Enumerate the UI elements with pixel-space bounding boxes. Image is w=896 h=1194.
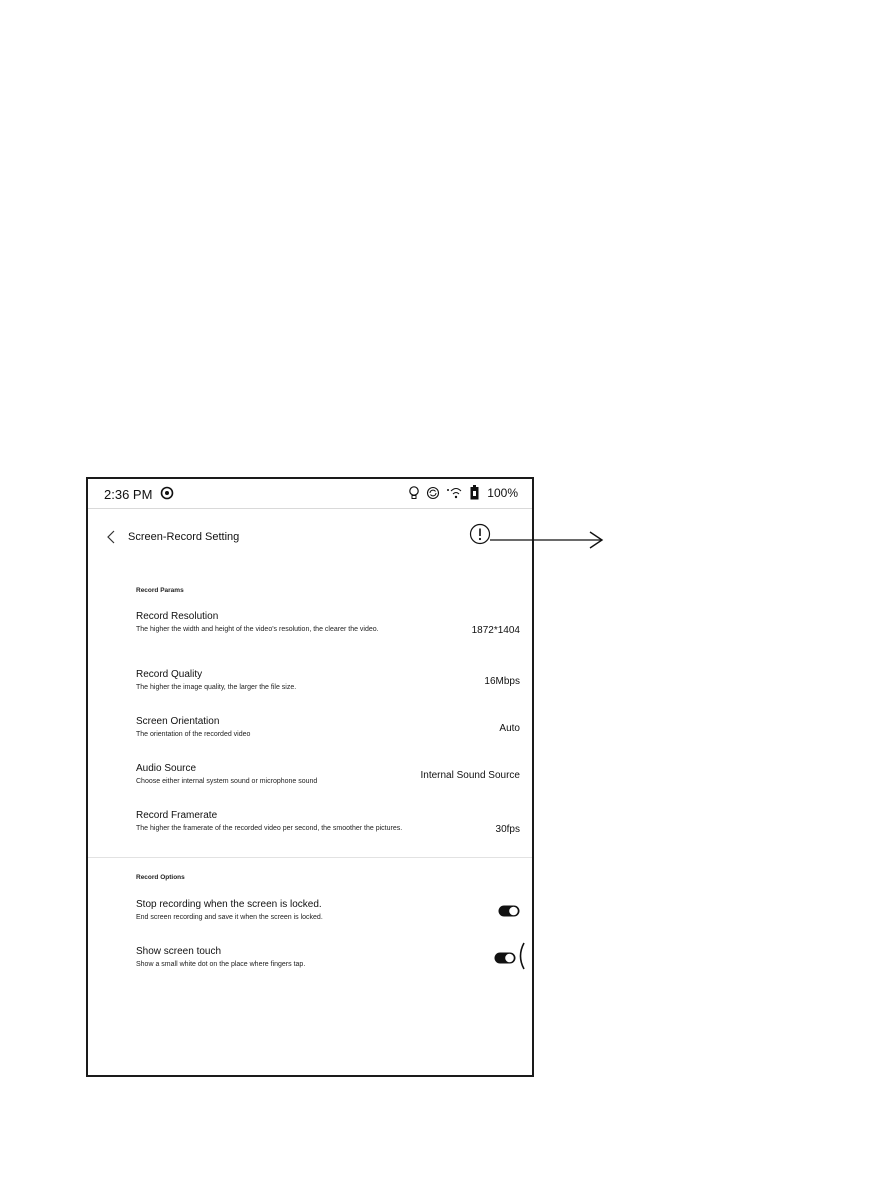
setting-value: 16Mbps: [484, 676, 520, 687]
setting-desc: The higher the framerate of the recorded video per second, the smoother the pictures.: [136, 825, 403, 832]
toggle-show-screen-touch[interactable]: [494, 952, 516, 964]
battery-icon: [470, 485, 479, 500]
touch-ripple-icon: [516, 942, 526, 970]
section-label-record-params: Record Params: [136, 587, 184, 594]
setting-title: Record Quality: [136, 669, 203, 680]
setting-desc: The higher the width and height of the video's resolution, the clearer the video.: [136, 626, 379, 633]
toggle-stop-on-lock[interactable]: [498, 905, 520, 917]
lightbulb-icon: [408, 486, 420, 500]
sync-icon: [426, 486, 440, 500]
setting-value: Auto: [499, 723, 520, 734]
status-time: 2:36 PM: [104, 487, 153, 502]
setting-desc: End screen recording and save it when the screen is locked.: [136, 914, 323, 921]
wifi-icon: [446, 486, 464, 500]
setting-audio-source[interactable]: [136, 763, 520, 786]
setting-title: Screen Orientation: [136, 716, 220, 727]
device-screen: [86, 477, 534, 1077]
header: [88, 523, 532, 553]
setting-desc: Show a small white dot on the place where fingers tap.: [136, 961, 306, 968]
annotation-arrow-icon: [490, 530, 605, 550]
app-notification-icon: [160, 486, 174, 500]
setting-value: 30fps: [495, 824, 520, 835]
setting-title: Audio Source: [136, 763, 197, 774]
setting-desc: Choose either internal system sound or microphone sound: [136, 778, 318, 785]
chevron-left-icon[interactable]: [104, 529, 118, 545]
setting-title: Show screen touch: [136, 946, 222, 957]
setting-record-resolution[interactable]: [136, 611, 520, 634]
setting-value: 1872*1404: [471, 625, 520, 636]
setting-record-framerate[interactable]: [136, 810, 520, 833]
page-title: Screen-Record Setting: [128, 531, 240, 543]
info-icon[interactable]: [469, 523, 491, 545]
battery-percentage: 100%: [487, 485, 518, 500]
section-label-record-options: Record Options: [136, 874, 185, 881]
setting-desc: The orientation of the recorded video: [136, 731, 251, 738]
setting-record-quality[interactable]: [136, 669, 520, 692]
setting-screen-orientation[interactable]: [136, 716, 520, 739]
setting-desc: The higher the image quality, the larger the file size.: [136, 684, 297, 691]
setting-title: Record Framerate: [136, 810, 218, 821]
setting-stop-on-lock[interactable]: [136, 899, 520, 922]
setting-show-screen-touch[interactable]: [136, 946, 520, 969]
status-bar: [88, 479, 532, 509]
setting-title: Stop recording when the screen is locked.: [136, 899, 322, 910]
section-divider: [88, 857, 532, 858]
status-icons: [408, 485, 518, 500]
setting-value: Internal Sound Source: [420, 770, 520, 781]
setting-title: Record Resolution: [136, 611, 219, 622]
